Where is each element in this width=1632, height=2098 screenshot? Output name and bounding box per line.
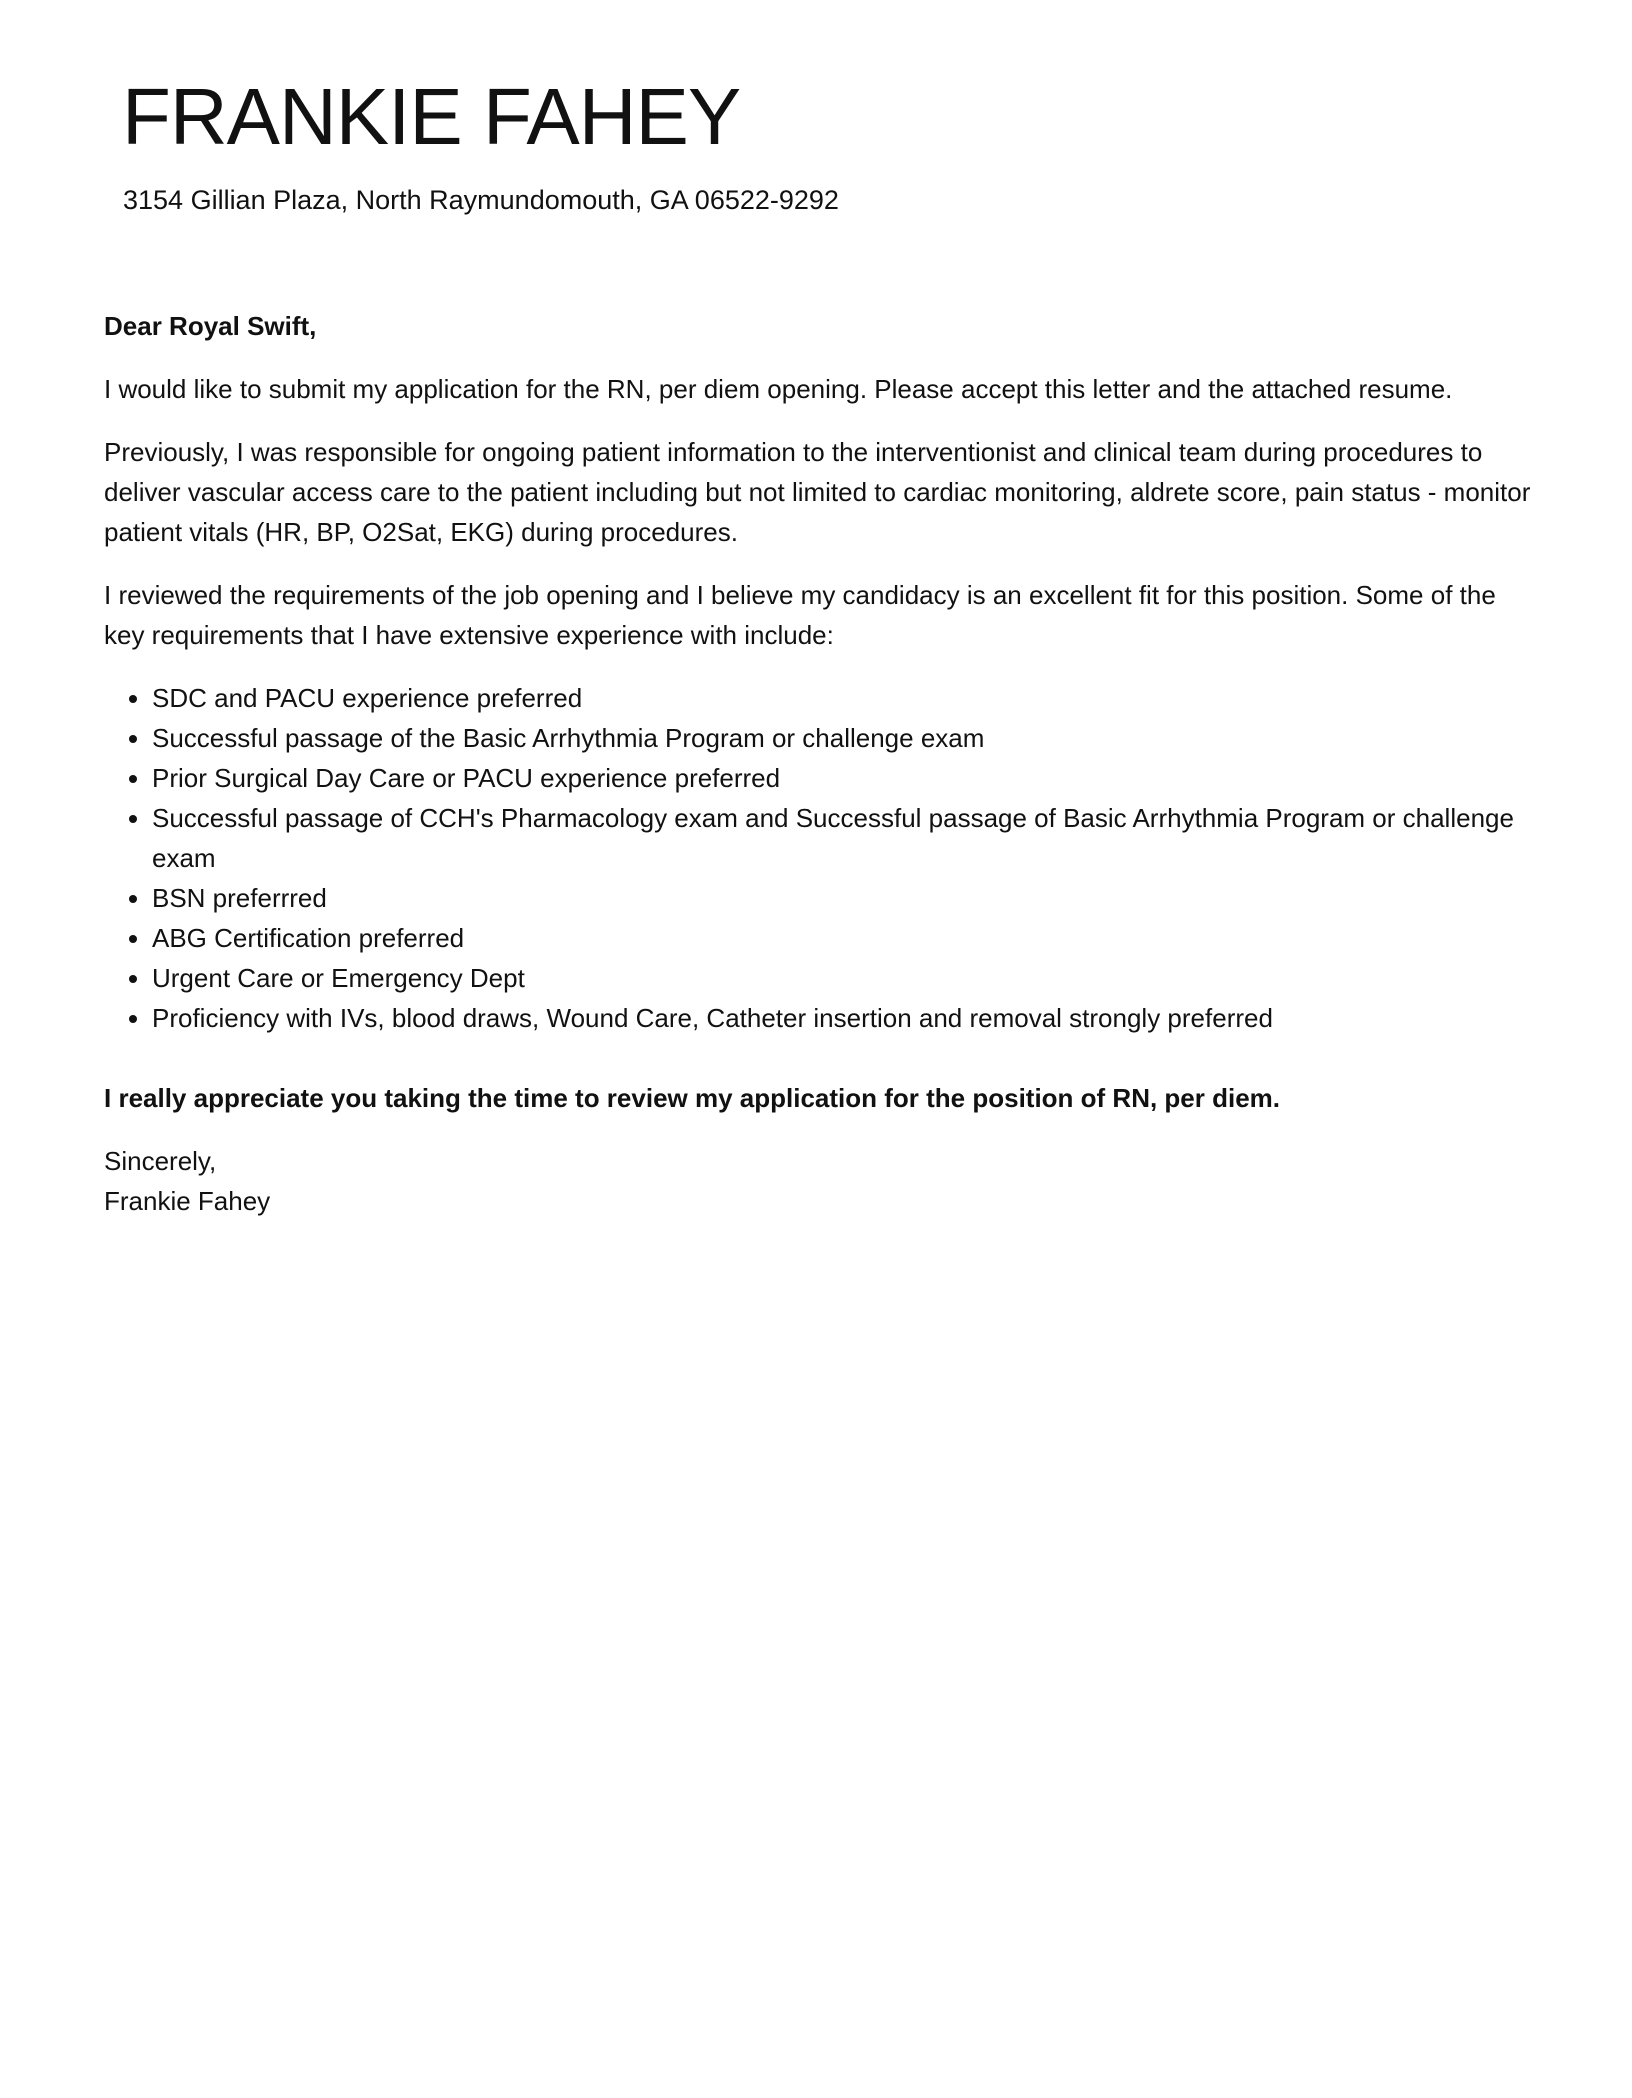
list-item: • Successful passage of the Basic Arrhythmia Program or challenge exam: [152, 718, 1534, 758]
greeting: Dear Royal Swift,: [104, 311, 317, 341]
paragraph-requirements: I reviewed the requirements of the job opening and I believe my candidacy is an excellent fit for this position. Some of the key requirements that I have extensive experience with include:: [104, 580, 1496, 650]
requirements-list: [104, 678, 1534, 1038]
list-item: • Urgent Care or Emergency Dept: [152, 958, 1534, 998]
list-item: • Prior Surgical Day Care or PACU experience preferred: [152, 758, 1534, 798]
list-item: • SDC and PACU experience preferred: [152, 678, 1534, 718]
signoff: Sincerely,: [104, 1146, 217, 1176]
list-item: • Proficiency with IVs, blood draws, Wound Care, Catheter insertion and removal strongly preferred: [152, 998, 1534, 1038]
list-item: • Successful passage of CCH's Pharmacology exam and Successful passage of Basic Arrhythmia Program or challenge exam: [152, 798, 1534, 878]
applicant-name: FRANKIE FAHEY: [122, 72, 741, 161]
paragraph-experience: Previously, I was responsible for ongoing patient information to the interventionist and clinical team during procedures to deliver vascular access care to the patient including but not limited to cardiac monitoring, aldrete score, pain status - monitor patient vitals (HR, BP, O2Sat, EKG) during procedures.: [104, 437, 1531, 547]
applicant-address: 3154 Gillian Plaza, North Raymundomouth, GA 06522-9292: [123, 185, 839, 215]
list-item: • BSN preferrred: [152, 878, 1534, 918]
letter-body: [104, 306, 1534, 1221]
signature: Frankie Fahey: [104, 1186, 271, 1216]
closing-paragraph: I really appreciate you taking the time to review my application for the position of RN, per diem.: [104, 1083, 1281, 1113]
list-item: • ABG Certification preferred: [152, 918, 1534, 958]
paragraph-intro: I would like to submit my application for the RN, per diem opening. Please accept this letter and the attached resume.: [104, 374, 1453, 404]
